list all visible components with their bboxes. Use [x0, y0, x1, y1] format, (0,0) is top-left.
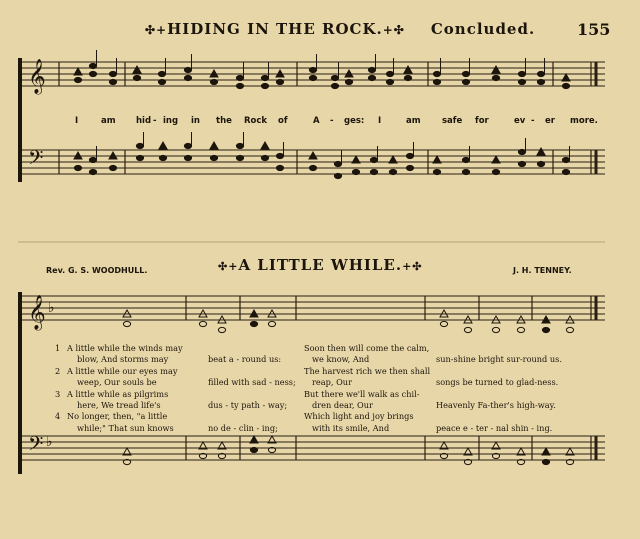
note-head — [389, 169, 396, 174]
note-head — [74, 165, 81, 170]
note-head — [309, 75, 316, 80]
lyric-syllable: of — [278, 116, 288, 126]
note-head — [276, 79, 283, 84]
note-head — [517, 327, 524, 332]
note-head — [492, 75, 499, 80]
system-brace — [18, 58, 22, 182]
note-head — [236, 143, 243, 148]
note-head — [386, 79, 393, 84]
note-head — [184, 75, 191, 80]
lyric-syllable: hid — [136, 116, 152, 126]
note-head — [492, 169, 499, 174]
lyric-syllable: ges: — [344, 116, 365, 126]
verse-line: A little while the winds may — [67, 343, 183, 353]
lyric-syllable: am — [101, 116, 116, 126]
concluded-label: Concluded. — [430, 20, 536, 38]
note-head — [433, 71, 440, 76]
note-head — [562, 157, 569, 162]
verse-line: weep, Our souls be — [77, 377, 157, 388]
verse-line: blow, And storms may — [77, 354, 169, 365]
lyricist-credit: Rev. G. S. WOODHULL. — [46, 266, 148, 275]
shape-note — [492, 156, 500, 163]
flat-sign: ♭ — [48, 300, 55, 316]
shape-note — [352, 156, 360, 163]
note-head — [89, 157, 96, 162]
note-head — [334, 173, 341, 178]
lyric-syllable: more. — [570, 116, 598, 126]
note-head — [345, 79, 352, 84]
note-head — [109, 71, 116, 76]
note-head — [250, 321, 257, 326]
verse-number: 3 — [55, 388, 61, 399]
verse-line: dren dear, Our — [312, 400, 373, 410]
note-head — [158, 79, 165, 84]
note-head — [236, 155, 243, 160]
lyric-syllable: Rock — [244, 116, 268, 126]
shape-note — [562, 74, 570, 81]
verse-line: while;" That sun knows — [77, 422, 174, 433]
verse-line: sun-shine bright sur-round us. — [436, 354, 562, 365]
lyric-syllable: I — [75, 116, 79, 126]
verse-line: A little while as pilgrims — [67, 388, 169, 399]
note-head — [276, 165, 283, 170]
note-head — [276, 153, 283, 158]
flat-sign: ♭ — [46, 434, 53, 450]
verse-line: Heavenly Fa-ther's high-way. — [436, 400, 556, 410]
shape-note — [210, 142, 218, 149]
lyric-syllable: - — [531, 116, 535, 126]
note-head — [562, 169, 569, 174]
note-head — [537, 79, 544, 84]
lyric-syllable: - — [330, 116, 334, 126]
note-head — [158, 71, 165, 76]
note-head — [268, 321, 275, 326]
lyric-syllable: I — [378, 116, 382, 126]
verse-line: No longer, then, "a little — [67, 411, 168, 422]
shape-note — [133, 66, 141, 73]
verse-number: 1 — [55, 343, 61, 353]
note-head — [309, 67, 316, 72]
note-head — [261, 155, 268, 160]
verse-line: The harvest rich we then shall — [304, 365, 431, 376]
note-head — [250, 447, 257, 452]
note-head — [406, 165, 413, 170]
ornament-left: ✣+ — [145, 23, 168, 37]
lyric-syllable: er — [545, 116, 555, 126]
note-head — [537, 71, 544, 76]
note-head — [236, 83, 243, 88]
note-head — [331, 83, 338, 88]
verse-line: beat a - round us: — [208, 354, 282, 365]
ornament-right: +✣ — [402, 260, 423, 273]
verse-line: filled with sad - ness; — [208, 377, 296, 388]
lyric-syllable: safe — [442, 116, 463, 126]
note-head — [370, 157, 377, 162]
note-head — [261, 83, 268, 88]
shape-note — [542, 448, 550, 455]
note-head — [462, 157, 469, 162]
hymn2-title — [218, 256, 423, 274]
bass-clef: 𝄢 — [28, 432, 44, 460]
lyric-syllable: in — [191, 116, 200, 126]
note-head — [133, 75, 140, 80]
note-head — [159, 155, 166, 160]
note-head — [352, 169, 359, 174]
lyric-syllable: the — [216, 116, 232, 126]
verse-line: A little while our eyes may — [67, 365, 178, 376]
note-head — [184, 67, 191, 72]
shape-note — [492, 66, 500, 73]
note-head — [89, 169, 96, 174]
lyric-syllable: A — [313, 116, 320, 126]
ornament-left: ✣+ — [218, 260, 239, 273]
shape-note — [404, 66, 412, 73]
hymn2-title-text: A LITTLE WHILE. — [238, 256, 403, 274]
verse-line: peace e - ter - nal shin - ing. — [436, 422, 553, 433]
verse-line: with its smile, And — [312, 422, 390, 433]
bass-clef: 𝄢 — [28, 146, 44, 174]
note-head — [518, 149, 525, 154]
note-head — [518, 71, 525, 76]
note-head — [370, 169, 377, 174]
note-head — [406, 153, 413, 158]
note-head — [136, 143, 143, 148]
note-head — [136, 155, 143, 160]
shape-note — [250, 436, 258, 443]
verse-line: reap, Our — [312, 377, 352, 388]
lyric-syllable: for — [475, 116, 489, 126]
note-head — [368, 75, 375, 80]
note-head — [109, 165, 116, 170]
lyric-syllable: ing — [163, 116, 179, 126]
note-head — [537, 161, 544, 166]
note-head — [89, 63, 96, 68]
note-head — [210, 155, 217, 160]
lyric-syllable: - — [153, 116, 157, 126]
page-number: 155 — [577, 20, 611, 39]
note-head — [542, 327, 549, 332]
verse-line: we know, And — [312, 354, 370, 365]
shape-note — [74, 68, 82, 75]
shape-note — [389, 156, 397, 163]
note-head — [433, 169, 440, 174]
note-head — [542, 459, 549, 464]
note-head — [462, 79, 469, 84]
note-head — [218, 327, 225, 332]
ornament-right: +✣ — [382, 23, 405, 37]
shape-note — [433, 156, 441, 163]
note-head — [236, 75, 243, 80]
system-brace — [18, 292, 22, 474]
note-head — [562, 83, 569, 88]
note-head — [464, 327, 471, 332]
verse-line: dus - ty path - way; — [208, 400, 288, 410]
note-head — [440, 321, 447, 326]
lyric-syllable: ev — [514, 116, 526, 126]
verse-number: 2 — [55, 365, 61, 376]
note-head — [462, 169, 469, 174]
note-head — [109, 79, 116, 84]
note-head — [123, 321, 130, 326]
verse-line: here, We tread life's — [77, 400, 161, 410]
note-head — [566, 327, 573, 332]
note-head — [199, 321, 206, 326]
note-head — [89, 71, 96, 76]
note-head — [518, 79, 525, 84]
treble-clef: 𝄞 — [28, 295, 46, 330]
note-head — [74, 77, 81, 82]
note-head — [462, 71, 469, 76]
verse-line: no de - clin - ing; — [208, 422, 278, 433]
verse-number: 4 — [55, 411, 61, 422]
shape-note — [159, 142, 167, 149]
note-head — [492, 327, 499, 332]
note-head — [261, 75, 268, 80]
note-head — [210, 79, 217, 84]
verse-line: Soon then will come the calm, — [304, 343, 430, 353]
hymn-title: HIDING IN THE ROCK. — [167, 20, 383, 38]
note-head — [404, 75, 411, 80]
shape-note — [261, 142, 269, 149]
lyric-syllable: am — [406, 116, 421, 126]
composer-credit: J. H. TENNEY. — [513, 266, 572, 275]
verse-line: songs be turned to glad-ness. — [436, 377, 559, 388]
note-head — [386, 71, 393, 76]
note-head — [331, 75, 338, 80]
note-head — [309, 165, 316, 170]
note-head — [368, 67, 375, 72]
treble-clef: 𝄞 — [28, 59, 46, 94]
note-head — [433, 79, 440, 84]
note-head — [518, 161, 525, 166]
shape-note — [537, 148, 545, 155]
verse-line: But there we'll walk as chil- — [304, 388, 420, 399]
note-head — [184, 155, 191, 160]
note-head — [184, 143, 191, 148]
verse-line: Which light and joy brings — [304, 411, 414, 422]
note-head — [334, 161, 341, 166]
